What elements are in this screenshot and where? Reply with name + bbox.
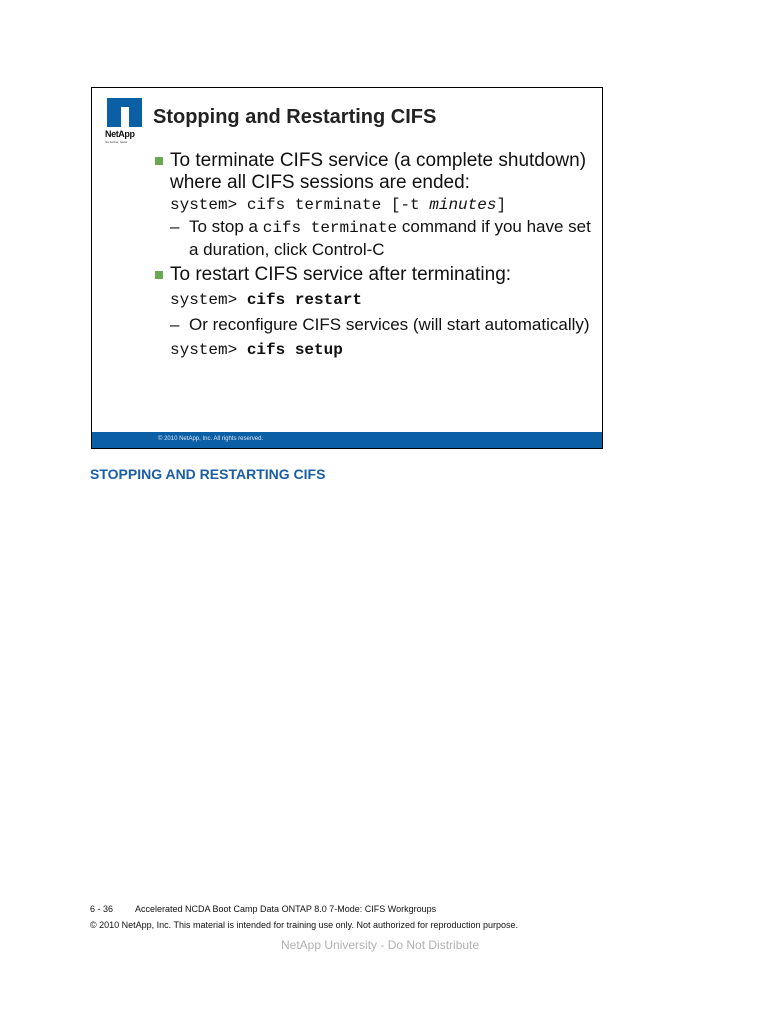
slide-frame [91, 87, 603, 449]
slide-content [154, 149, 594, 361]
course-title: Accelerated NCDA Boot Camp Data ONTAP 8.0 7-Mode: CIFS Workgroups [135, 904, 437, 914]
netapp-logo [105, 98, 145, 142]
slide-footer-bar [92, 432, 602, 448]
bullet-restart [154, 264, 594, 286]
square-bullet-icon [155, 157, 163, 165]
page-number: 6 - 36 [90, 904, 114, 914]
slide-footer-text: © 2010 NetApp, Inc. All rights reserved. [158, 436, 264, 442]
bullet-text: To terminate CIFS service (a complete shutdown) where all CIFS sessions are ended: [170, 150, 587, 193]
dash-bullet-icon: – [170, 315, 180, 334]
command-restart: system> cifs restart [170, 291, 363, 309]
square-bullet-icon [155, 271, 163, 279]
bullet-terminate [154, 150, 594, 194]
section-heading: STOPPING AND RESTARTING CIFS [90, 466, 326, 482]
dash-bullet-icon: – [170, 217, 180, 236]
command-terminate: system> cifs terminate [-t minutes] [170, 196, 507, 214]
logo-wordmark: NetApp [105, 129, 135, 139]
bullet-text: To restart CIFS service after terminating: [170, 264, 512, 285]
copyright-notice: © 2010 NetApp, Inc. This material is intended for training use only. Not authorized for reproduction purpose. [90, 920, 519, 930]
command-setup: system> cifs setup [170, 341, 343, 359]
sub-bullet-reconfigure: – Or reconfigure CIFS services (will start automatically) [170, 315, 590, 334]
sub-bullet-stop: – To stop a cifs terminate command if you have set a duration, click Control-C [170, 217, 591, 259]
inline-code: cifs terminate [262, 219, 398, 237]
logo-tagline: Go further, faster [105, 140, 128, 144]
slide-title: Stopping and Restarting CIFS [153, 106, 437, 128]
netapp-logo-icon [107, 98, 142, 127]
watermark: NetApp University - Do Not Distribute [281, 938, 480, 952]
